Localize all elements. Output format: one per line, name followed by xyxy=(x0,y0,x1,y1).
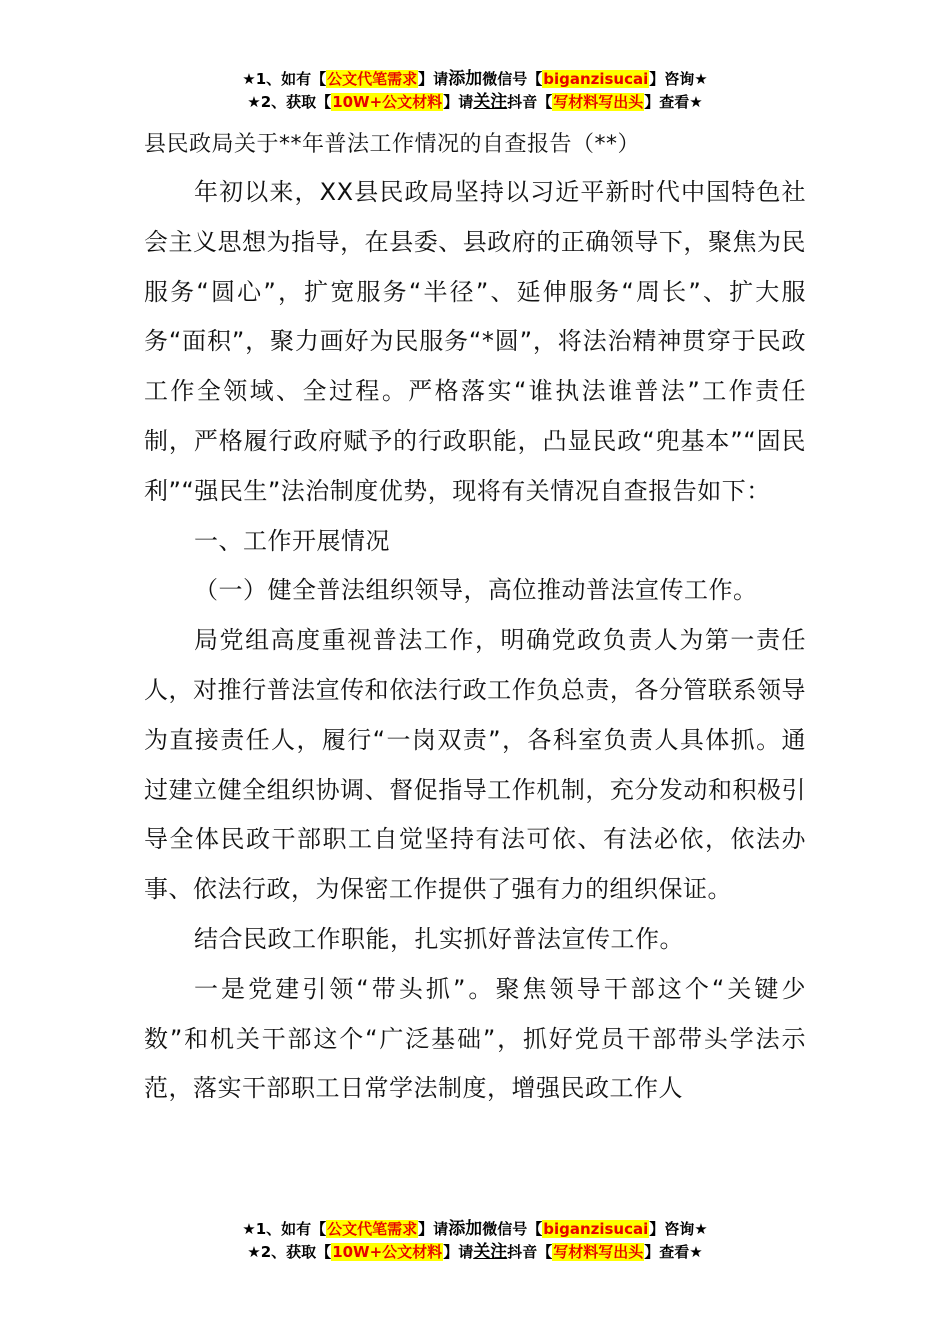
banner-text: 微信号【 xyxy=(482,1220,543,1238)
highlight-materials: 10W+公文材料 xyxy=(332,1243,443,1261)
banner-emphasis: 关注 xyxy=(473,92,508,112)
subsection-heading: （一）健全普法组织领导，高位推动普法宣传工作。 xyxy=(194,576,758,605)
banner-text: 2、获取【 xyxy=(260,93,332,111)
star-icon: ★ xyxy=(242,70,256,88)
banner-line-2 xyxy=(0,1241,950,1264)
banner-text: 】请 xyxy=(418,70,449,88)
star-icon: ★ xyxy=(247,1243,261,1261)
banner-emphasis: 添加 xyxy=(448,69,483,89)
star-icon: ★ xyxy=(689,93,703,111)
banner-emphasis: 关注 xyxy=(473,1242,508,1262)
paragraph-leadership: 局党组高度重视普法工作，明确党政负责人为第一责任人，对推行普法宣传和依法行政工作负总责，各分管联系领导为直接责任人，履行“一岗双责”，各科室负责人具体抓。通过建立健全组织协调、督促指导工作机制，充分发动和积极引导全体民政干部职工自觉坚持有法可依、有法必依，依法办事、依法行政，为保密工作提供了强有力的组织保证。 xyxy=(144,626,806,904)
banner-text: 抖音【 xyxy=(507,93,553,111)
star-icon: ★ xyxy=(694,1220,708,1238)
paragraph-summary: 结合民政工作职能，扎实抓好普法宣传工作。 xyxy=(194,924,684,953)
highlight-service: 公文代笔需求 xyxy=(327,1220,418,1238)
highlight-wechat-id: biganzisucai xyxy=(543,1220,649,1238)
highlight-service: 公文代笔需求 xyxy=(327,70,418,88)
header-banner xyxy=(0,68,950,114)
document-title: 县民政局关于**年普法工作情况的自查报告（**） xyxy=(144,132,641,157)
highlight-douyin: 写材料写出头 xyxy=(553,1243,644,1261)
star-icon: ★ xyxy=(242,1220,256,1238)
banner-text: 】咨询 xyxy=(649,70,695,88)
banner-text: 抖音【 xyxy=(507,1243,553,1261)
highlight-wechat-id: biganzisucai xyxy=(543,70,649,88)
banner-text: 2、获取【 xyxy=(260,1243,332,1261)
banner-text: 】请 xyxy=(443,1243,474,1261)
banner-text: 1、如有【 xyxy=(255,1220,327,1238)
banner-text: 】请 xyxy=(418,1220,449,1238)
section-heading: 一、工作开展情况 xyxy=(194,526,390,555)
banner-text: 】请 xyxy=(443,93,474,111)
highlight-materials: 10W+公文材料 xyxy=(332,93,443,111)
banner-text: 】查看 xyxy=(644,1243,690,1261)
footer-banner xyxy=(0,1218,950,1264)
banner-text: 微信号【 xyxy=(482,70,543,88)
banner-text: 1、如有【 xyxy=(255,70,327,88)
paragraph-party-building: 一是党建引领“带头抓”。聚焦领导干部这个“关键少数”和机关干部这个“广泛基础”，抓好党员干部带头学法示范，落实干部职工日常学法制度，增强民政工作人 xyxy=(144,974,806,1103)
banner-line-2 xyxy=(0,91,950,114)
star-icon: ★ xyxy=(694,70,708,88)
banner-text: 】查看 xyxy=(644,93,690,111)
document-body xyxy=(144,128,806,1114)
banner-text: 】咨询 xyxy=(649,1220,695,1238)
banner-line-1 xyxy=(0,68,950,91)
paragraph-intro: 年初以来，XX县民政局坚持以习近平新时代中国特色社会主义思想为指导，在县委、县政府的正确领导下，聚焦为民服务“圆心”，扩宽服务“半径”、延伸服务“周长”、扩大服务“面积”，聚力画好为民服务“*圆”，将法治精神贯穿于民政工作全领域、全过程。严格落实“谁执法谁普法”工作责任制，严格履行政府赋予的行政职能，凸显民政“兜基本”“固民利”“强民生”法治制度优势，现将有关情况自查报告如下： xyxy=(144,178,806,505)
star-icon: ★ xyxy=(689,1243,703,1261)
highlight-douyin: 写材料写出头 xyxy=(553,93,644,111)
banner-line-1 xyxy=(0,1218,950,1241)
star-icon: ★ xyxy=(247,93,261,111)
banner-emphasis: 添加 xyxy=(448,1219,483,1239)
